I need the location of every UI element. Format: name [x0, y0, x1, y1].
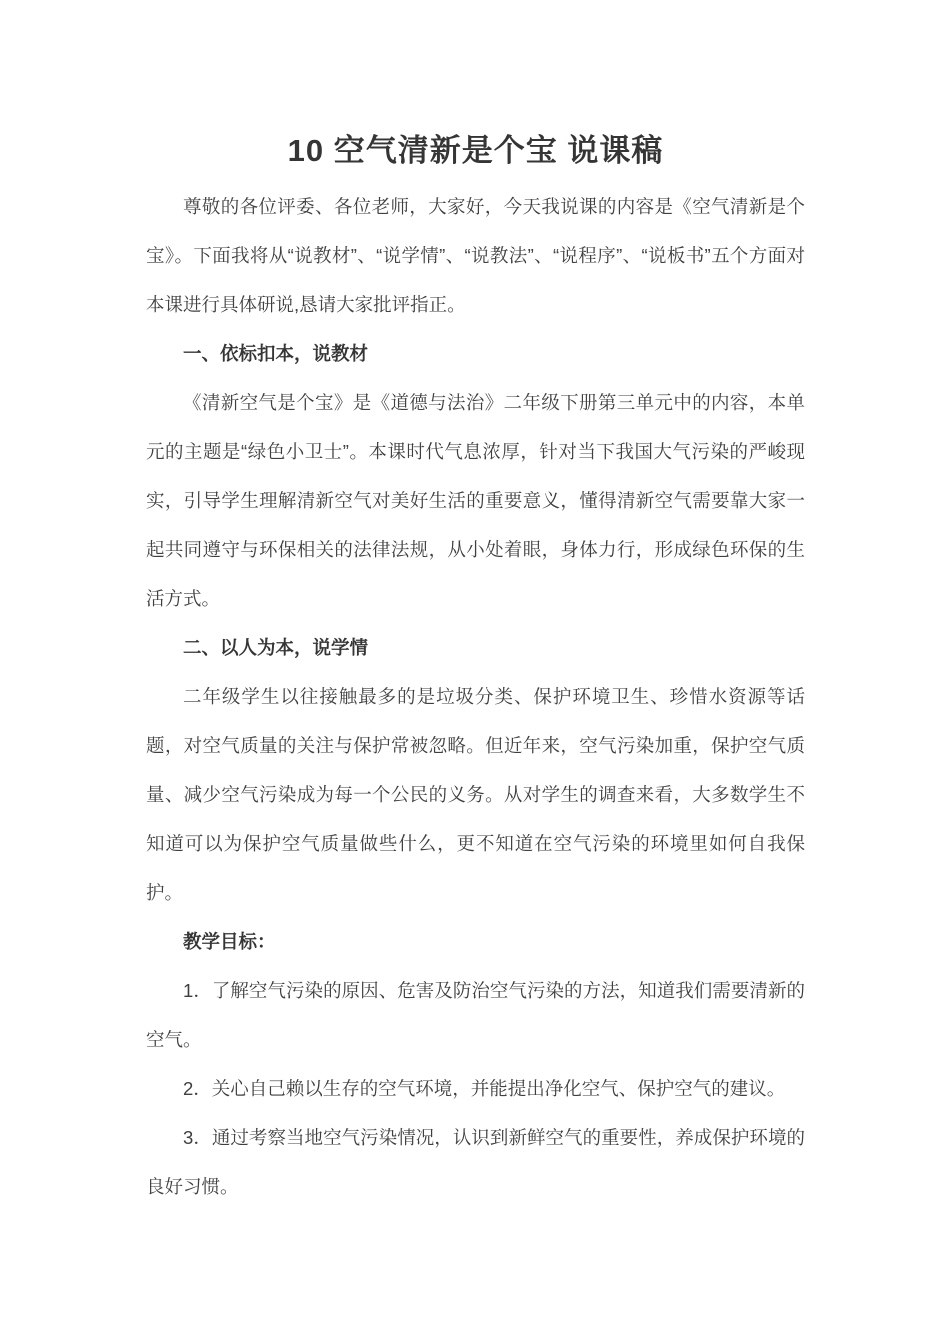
document-title: 10 空气清新是个宝 说课稿 — [287, 133, 664, 168]
goal-item-1: 1．了解空气污染的原因、危害及防治空气污染的方法，知道我们需要清新的空气。 — [146, 980, 805, 1050]
section1-heading: 一、依标扣本，说教材 — [183, 343, 369, 364]
section2-heading: 二、以人为本，说学情 — [183, 637, 369, 658]
section1-body-paragraph: 《清新空气是个宝》是《道德与法治》二年级下册第三单元中的内容，本单元的主题是“绿色小卫士”。本课时代气息浓厚，针对当下我国大气污染的严峻现实，引导学生理解清新空气对美好生活的重要意义，懂得清新空气需要靠大家一起共同遵守与环保相关的法律法规，从小处着眼，身体力行，形成绿色环保的生活方式。 — [146, 392, 805, 609]
goal-item-3: 3．通过考察当地空气污染情况，认识到新鲜空气的重要性，养成保护环境的良好习惯。 — [146, 1127, 805, 1197]
section2-body-paragraph: 二年级学生以往接触最多的是垃圾分类、保护环境卫生、珍惜水资源等话题，对空气质量的关注与保护常被忽略。但近年来，空气污染加重，保护空气质量、减少空气污染成为每一个公民的义务。从对学生的调查来看，大多数学生不知道可以为保护空气质量做些什么，更不知道在空气污染的环境里如何自我保护。 — [146, 686, 805, 903]
teaching-goals-heading: 教学目标： — [183, 931, 276, 952]
intro-paragraph: 尊敬的各位评委、各位老师，大家好，今天我说课的内容是《空气清新是个宝》。下面我将从“说教材”、“说学情”、“说教法”、“说程序”、“说板书”五个方面对本课进行具体研说,恳请大家批评指正。 — [146, 196, 805, 315]
goal-item-2: 2．关心自己赖以生存的空气环境，并能提出净化空气、保护空气的建议。 — [183, 1078, 786, 1099]
